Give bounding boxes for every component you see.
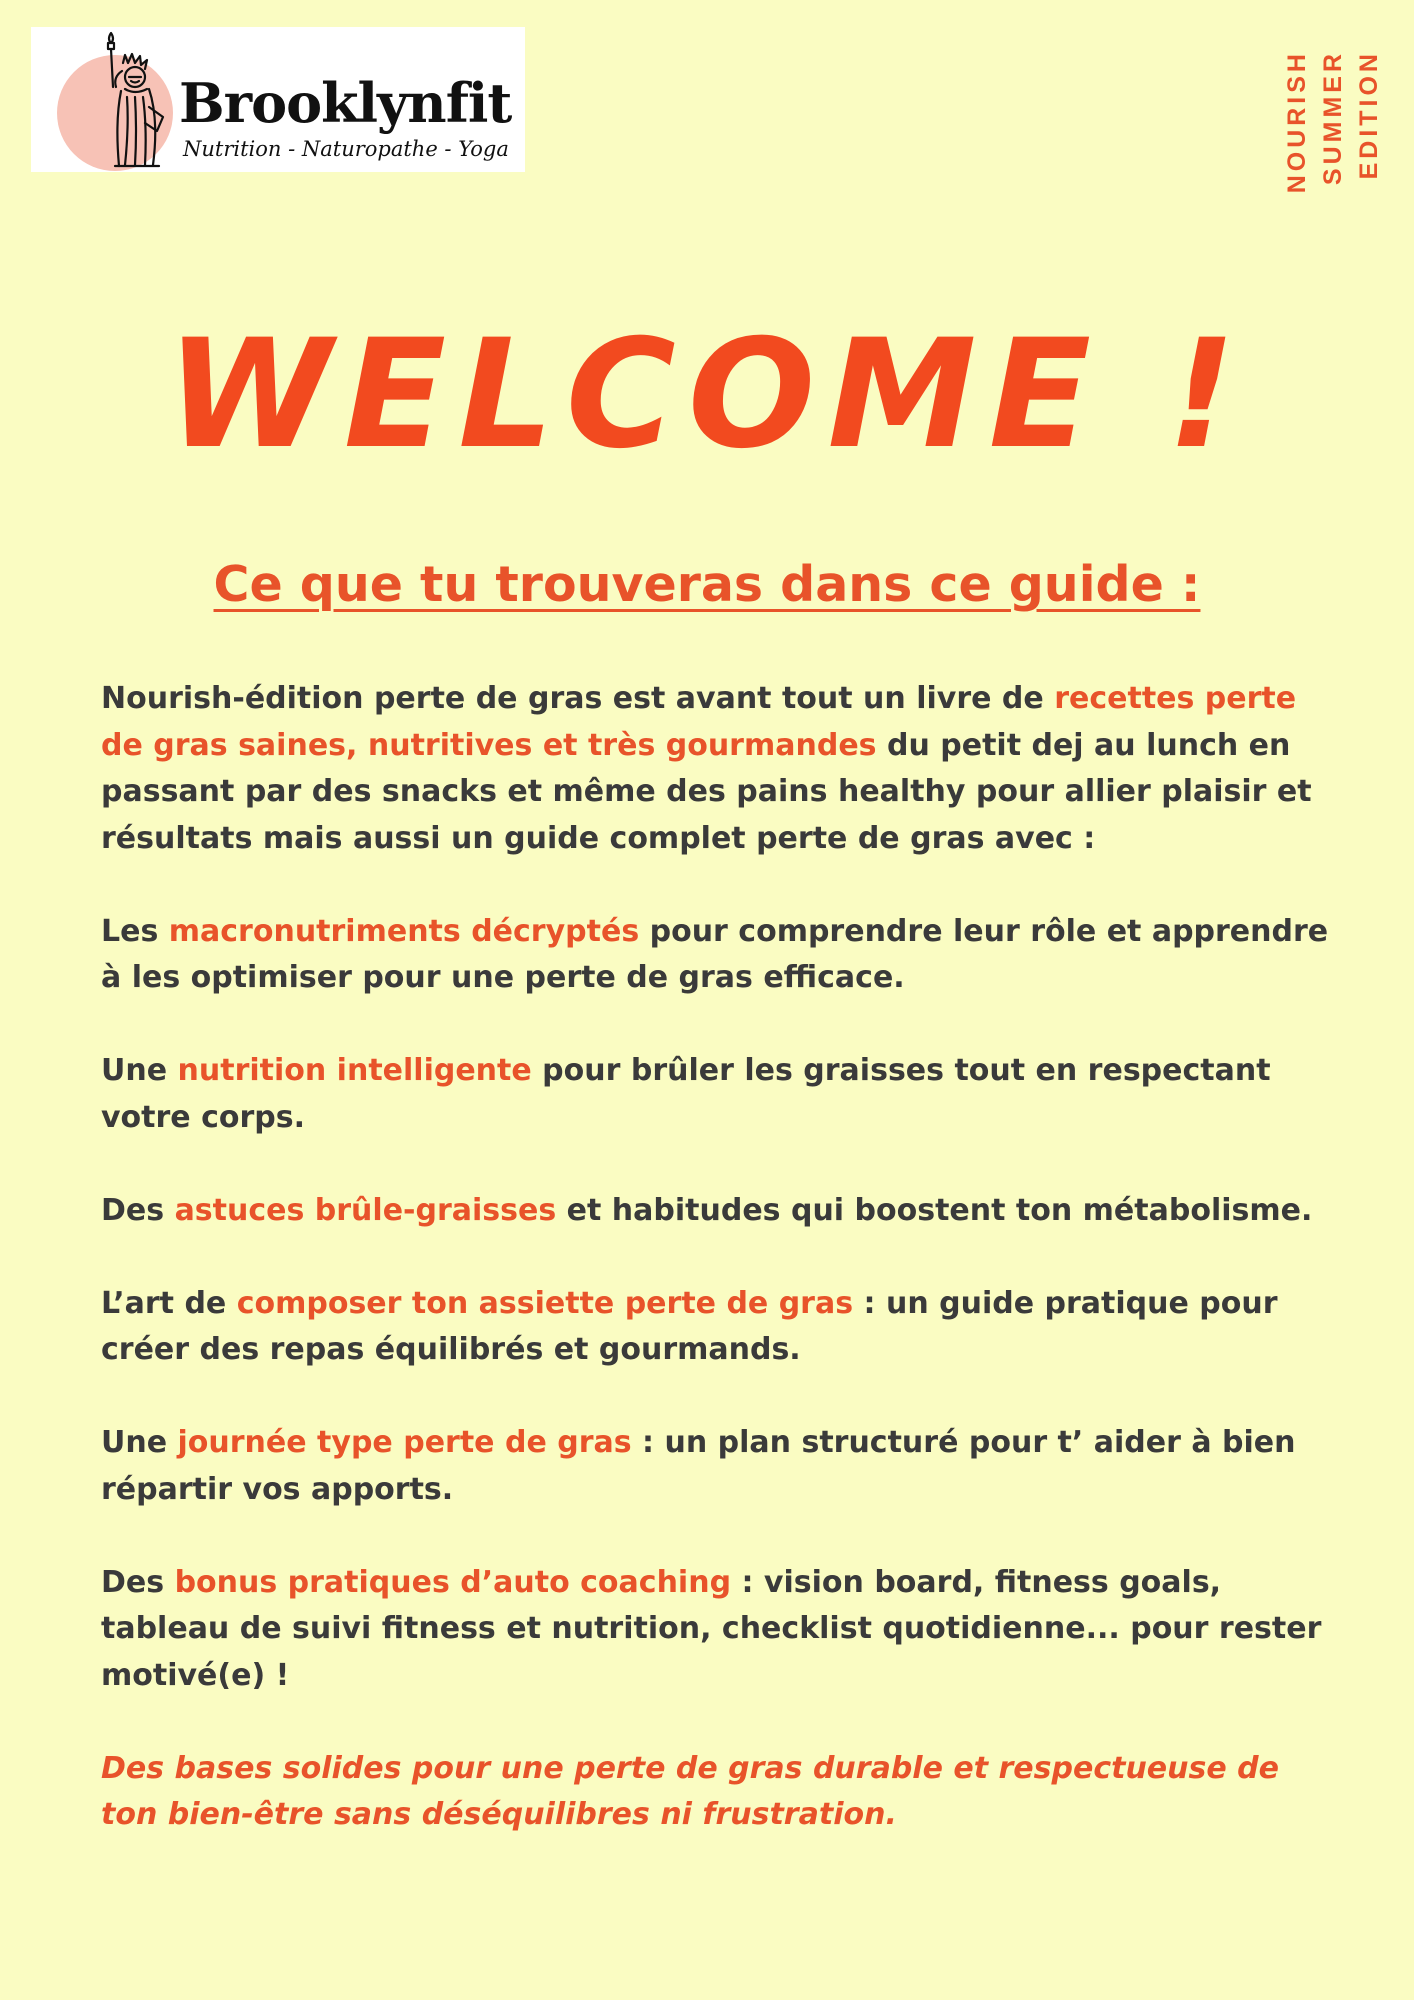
paragraph-bonus: [101, 1560, 1331, 1700]
astuces-text-end: et habitudes qui boostent ton métabolisme.: [556, 1192, 1313, 1228]
brand-tagline: Nutrition - Naturopathe - Yoga: [183, 137, 509, 161]
paragraph-intro: [101, 676, 1331, 862]
closing-statement: Des bases solides pour une perte de gras durable et respectueuse de ton bien-être sans déséquilibres ni frustration.: [101, 1750, 1279, 1832]
macros-text-end: pour comprendre leur rôle et apprendre à les optimiser pour une perte de gras efficace.: [101, 913, 1329, 995]
brand-name: Brooklynfit: [179, 71, 512, 135]
paragraph-astuces: [101, 1188, 1331, 1235]
astuces-highlight: astuces brûle-graisses: [174, 1192, 557, 1228]
paragraph-journee: [101, 1420, 1331, 1513]
assiette-text: L’art de: [101, 1285, 237, 1321]
edition-word-1: NOURISH: [1283, 50, 1311, 194]
nutrition-text-end: pour brûler les graisses tout en respectant votre corps.: [101, 1053, 1271, 1135]
statue-of-liberty-icon: [71, 27, 181, 172]
assiette-highlight: composer ton assiette perte de gras: [236, 1285, 854, 1321]
guide-content: [101, 676, 1331, 1885]
edition-label: [1283, 50, 1403, 230]
intro-text: Nourish-édition perte de gras est avant tout un livre de: [101, 681, 1055, 716]
assiette-text-end: : un guide pratique pour créer des repas équilibrés et gourmands.: [101, 1285, 1278, 1367]
journee-text: Une: [101, 1425, 178, 1460]
intro-highlight: recettes perte de gras saines, nutritives et très gourmandes: [101, 681, 1297, 763]
bonus-highlight: bonus pratiques d’auto coaching: [174, 1564, 732, 1600]
nutrition-text: Une: [101, 1053, 178, 1088]
paragraph-nutrition: [101, 1048, 1331, 1141]
nutrition-highlight: nutrition intelligente: [177, 1053, 532, 1088]
journee-highlight: journée type perte de gras: [177, 1425, 632, 1460]
macros-text: Les: [101, 913, 169, 949]
intro-text-end: du petit dej au lunch en passant par des snacks et même des pains healthy pour allier plaisir et résultats mais aussi un guide complet perte de gras avec :: [101, 727, 1312, 856]
bonus-text-end: : vision board, fitness goals, tableau de suivi fitness et nutrition, checklist quotidienne... pour rester motivé(e) !: [101, 1564, 1322, 1693]
macros-highlight: macronutriments décryptés: [168, 913, 640, 949]
paragraph-assiette: [101, 1281, 1331, 1374]
brand-logo: [31, 27, 525, 172]
paragraph-macros: [101, 909, 1331, 1002]
journee-text-end: : un plan structuré pour t’ aider à bien répartir vos apports.: [101, 1425, 1296, 1507]
edition-word-3: EDITION: [1355, 50, 1383, 180]
edition-word-2: SUMMER: [1319, 50, 1347, 186]
astuces-text: Des: [101, 1192, 175, 1228]
guide-subtitle: Ce que tu trouveras dans ce guide :: [213, 556, 1201, 613]
bonus-text: Des: [101, 1564, 175, 1600]
welcome-heading: WELCOME !: [166, 308, 1248, 482]
